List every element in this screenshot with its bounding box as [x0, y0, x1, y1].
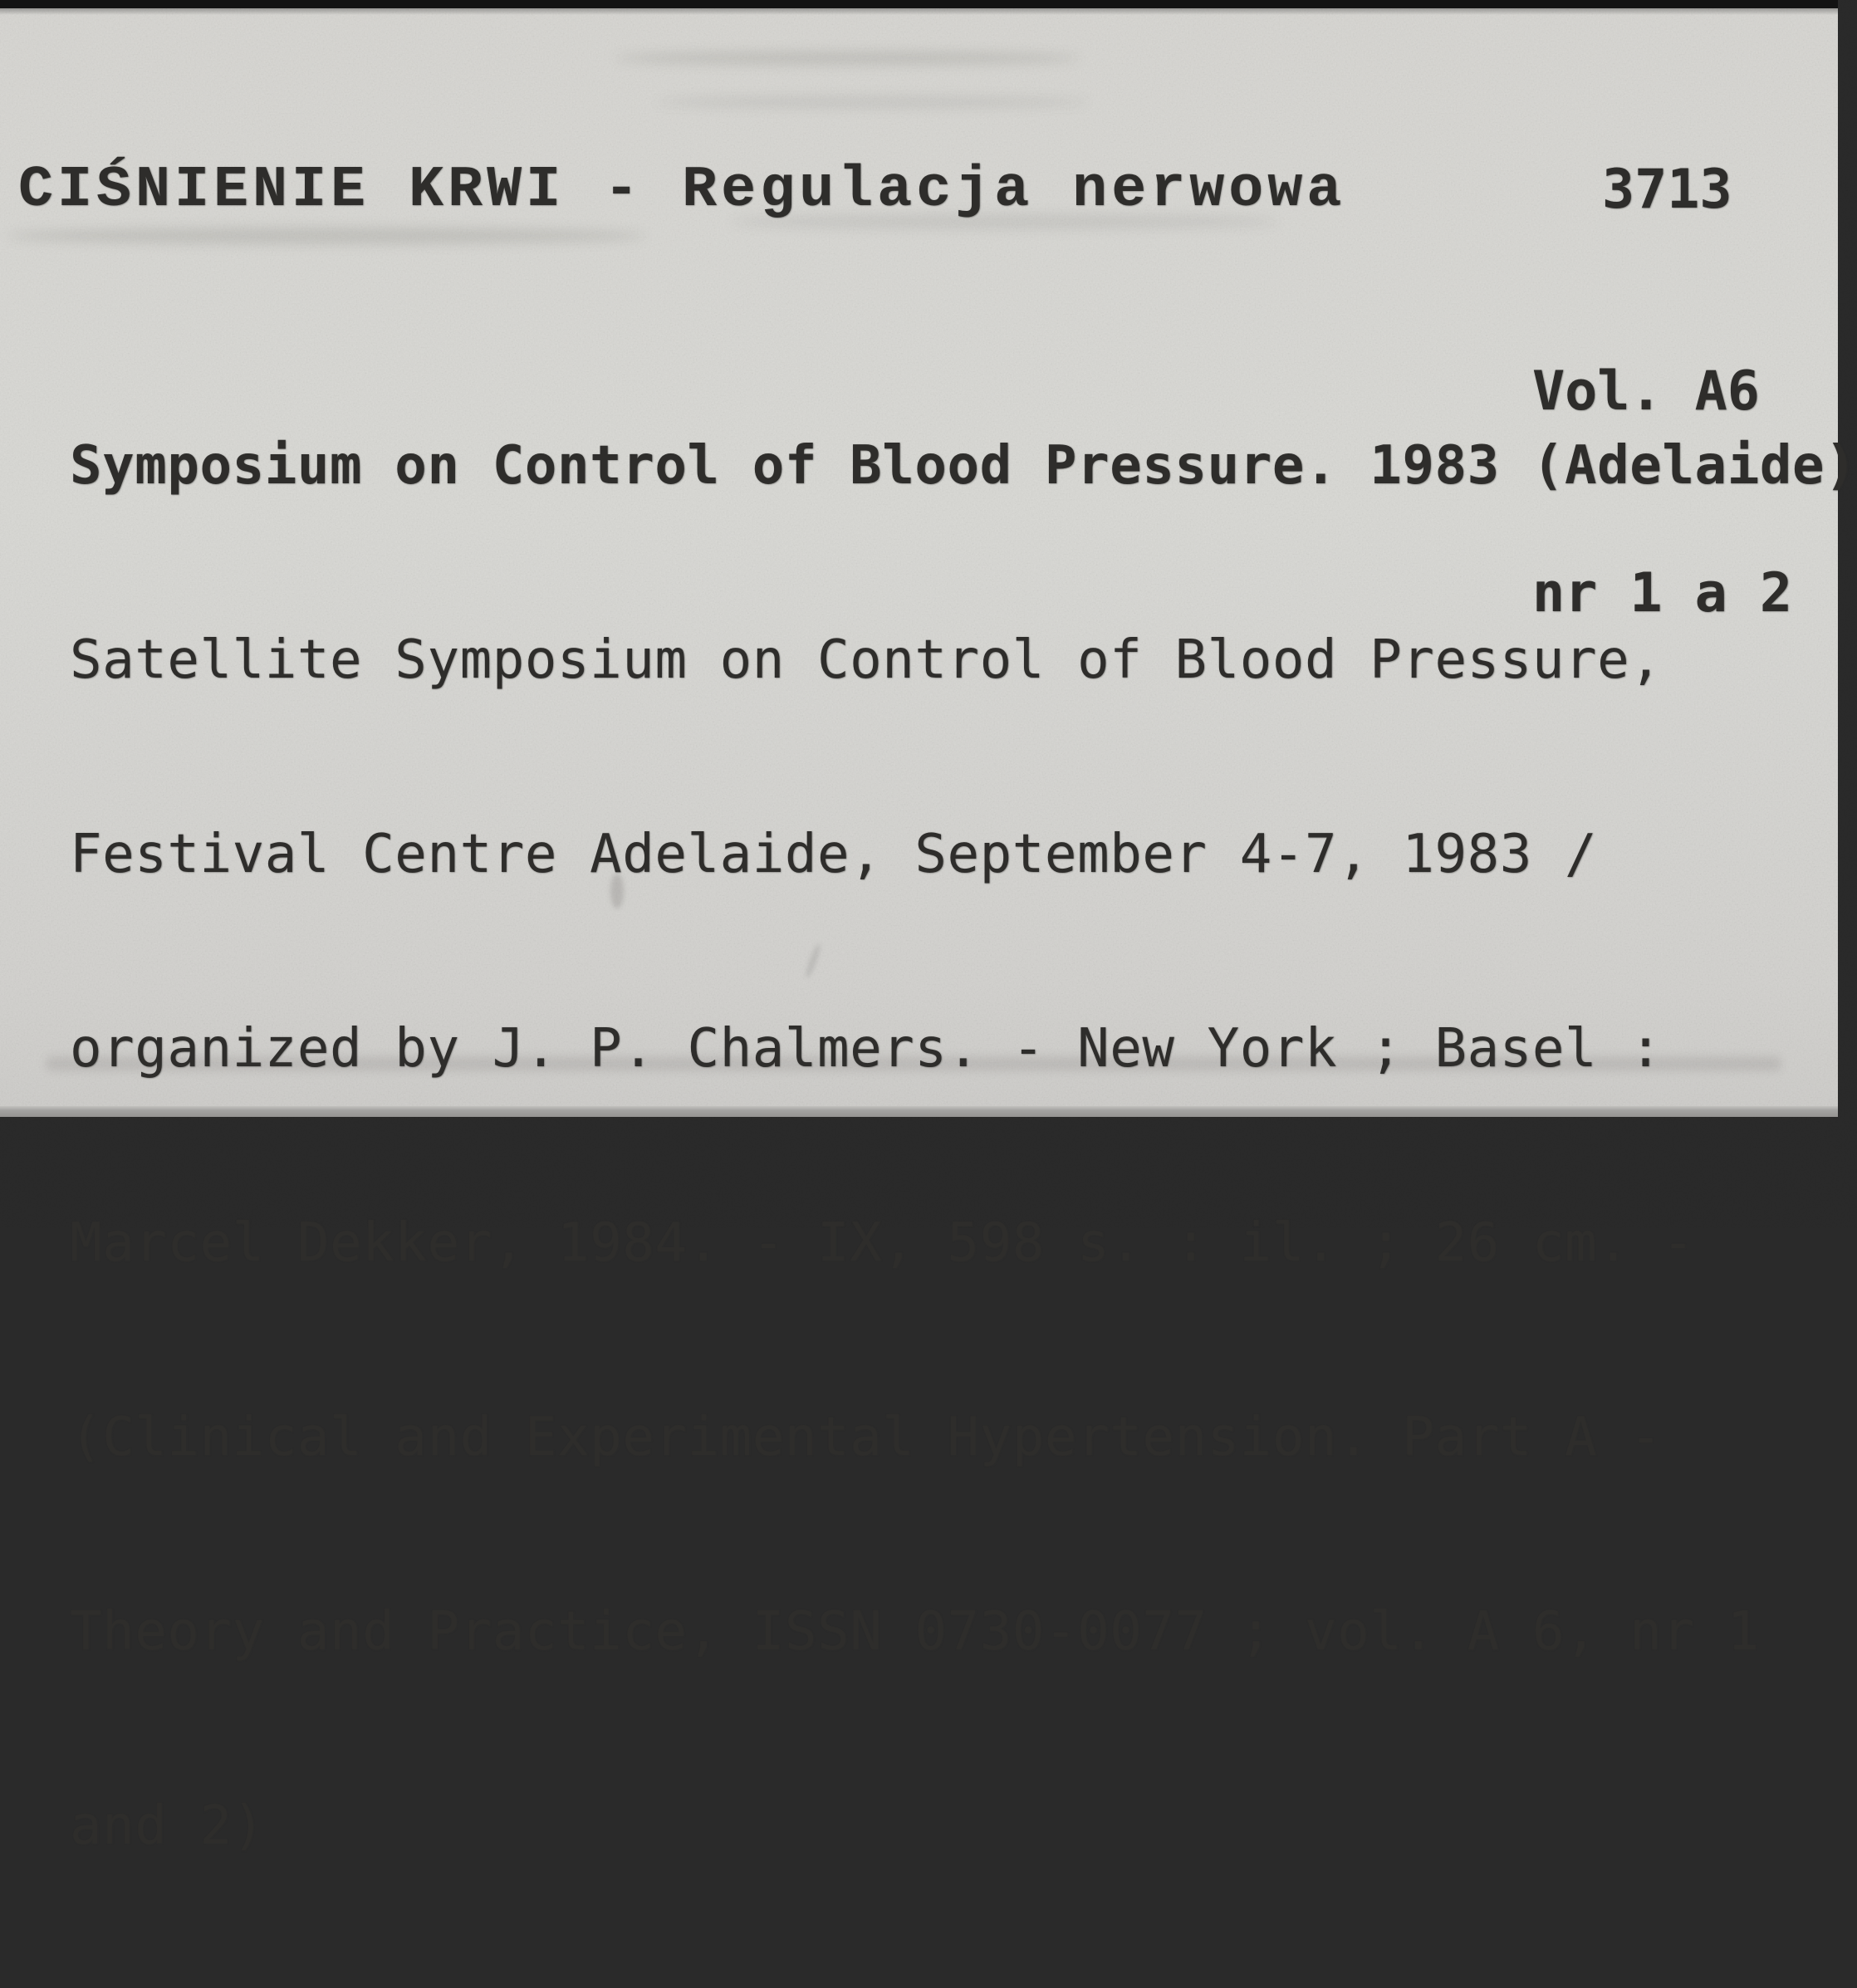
entry-line: Theory and Practice, ISSN 0730-0077 ; vol. A 6, nr 1 — [70, 1601, 1760, 1662]
entry-line: (Clinical and Experimental Hypertension. Part A - — [70, 1407, 1663, 1468]
subject-heading: CIŚNIENIE KRWI - Regulacja nerwowa — [18, 158, 1346, 223]
entry-line: organized by J. P. Chalmers. - New York ; Basel : — [70, 1018, 1663, 1080]
scan-edge-top-shadow — [0, 8, 1838, 15]
bibliographic-entry — [70, 304, 1857, 1988]
entry-line: Festival Centre Adelaide, September 4-7, 1983 / — [70, 824, 1598, 885]
ink-smudge — [656, 96, 1088, 108]
ink-smudge — [7, 228, 646, 244]
ink-smudge — [615, 51, 1080, 65]
issue-label: nr 1 a 2 — [1532, 562, 1793, 624]
scan-edge-top — [0, 0, 1838, 8]
entry-line: and 2) — [70, 1795, 265, 1857]
entry-title-line: Symposium on Control of Blood Pressure. 1983 (Adelaide) — [70, 435, 1857, 497]
entry-line: Satellite Symposium on Control of Blood Pressure, — [70, 629, 1663, 691]
entry-line: Marcel Dekker, 1984. - IX, 598 s. : il. ; 26 cm. - — [70, 1212, 1695, 1274]
card-number: 3713 — [1602, 159, 1732, 221]
volume-label: Vol. A6 — [1532, 360, 1760, 423]
